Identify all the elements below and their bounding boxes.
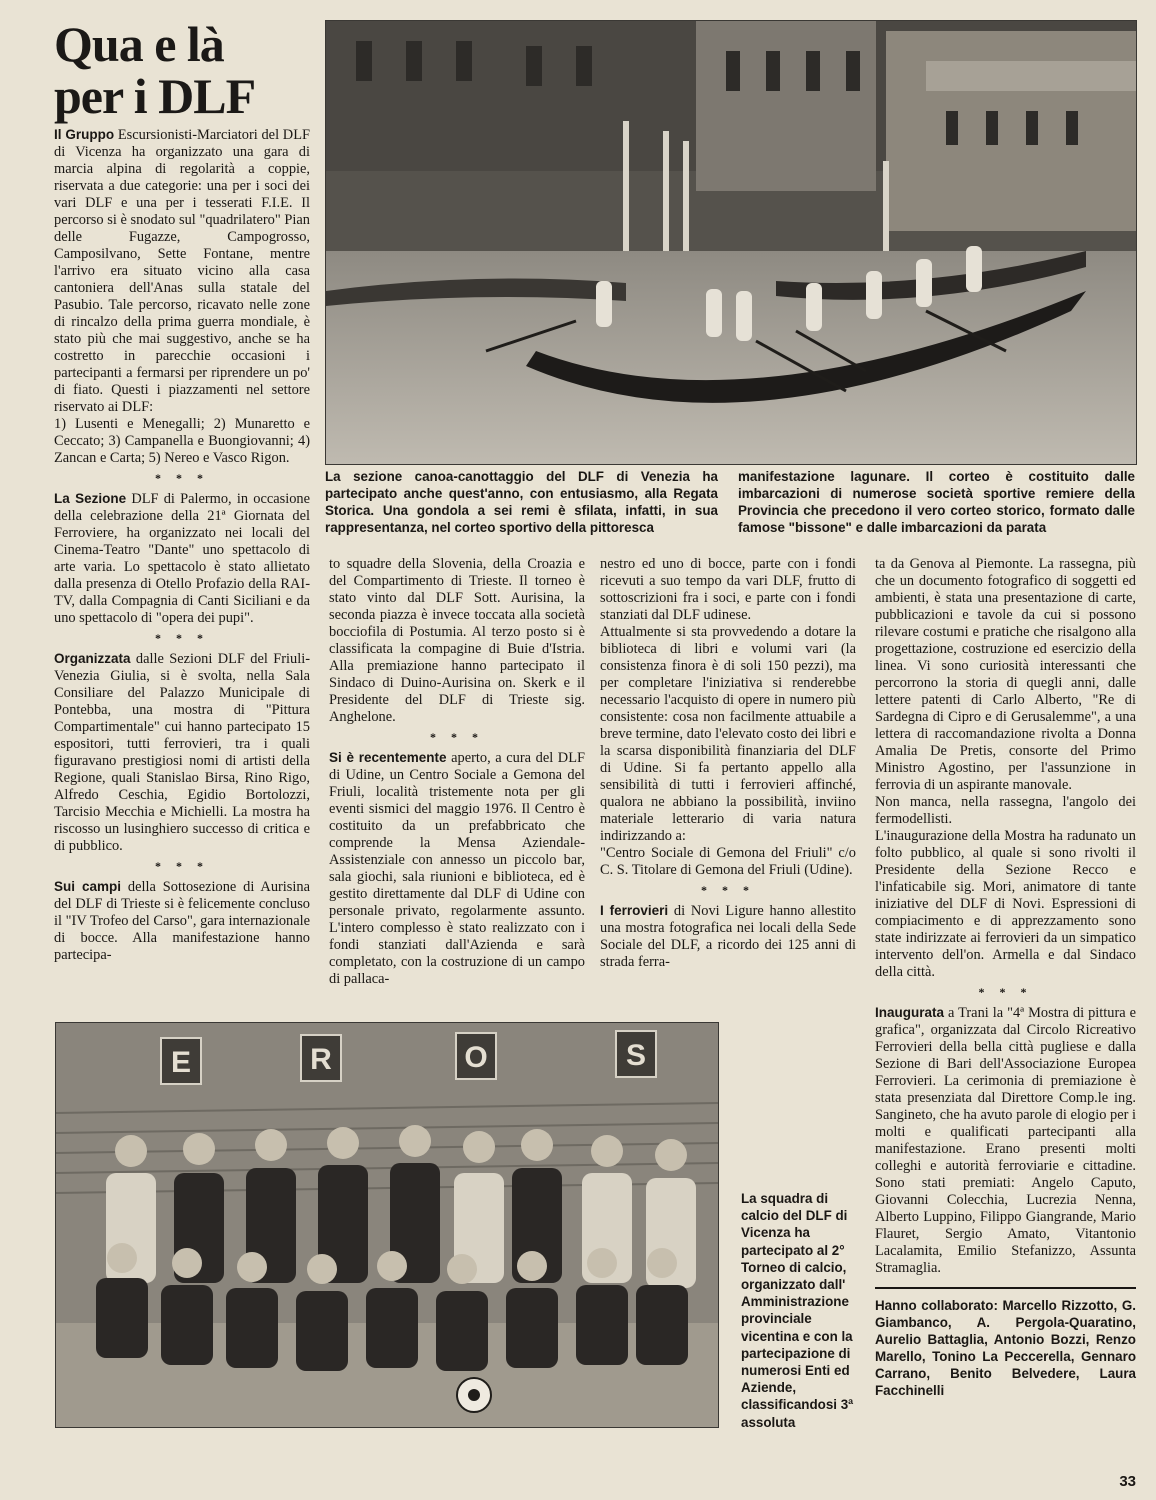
article-marcia-alpina: Il Gruppo Escursionisti-Marciatori del DLF di Vicenza ha organizzato una gara di marcia alpina di regolarità a coppie, riservata a due categorie: una per i soci dei vari DLF e una per i tesserati F.I.E. Il percorso si è snodato sul "quadrilatero" Pian delle Fugazze, Campogrosso, Camposilvano, Sette Fontane, mentre l'arrivo era situato vicino alla casa cantoniera dell'Anas sulla statale del Pasubio. Tale percorso, ricavato nelle zone di rincalzo della prima guerra mondiale, è stato più che mai suggestivo, anche se ha costretto in parecchie occasioni i partecipanti a fermarsi per riprendere un po' di fiato. Questi i piazzamenti nel settore riservato ai DLF: [54, 127, 310, 415]
page-number: 33 [1119, 1473, 1136, 1490]
article-pontebba: Organizzata dalle Sezioni DLF del Friuli-Venezia Giulia, si è svolta, nella Sala Consiliare del Palazzo Municipale di Pontebba, una mostra di "Pittura Compartimentale" cui hanno partecipato 15 espositori, tutti ferrovieri, tra i quali figuravano prestigiosi nomi di artisti della Regione, quali Stanislao Birsa, Rino Rigo, Alfredo Ceschia, Egidio Bortolozzi, Tarcisio Mecchia e Michielli. La mostra ha riscosso un lusinghiero successo di critica e di pubblico. [54, 651, 310, 854]
football-team-photo [55, 1022, 719, 1428]
column-2 [329, 556, 585, 988]
article-gemona-cont: nestro ed uno di bocce, parte con i fondi ricevuti a suo tempo da vari DLF, frutto di sottoscrizioni fra i soci, e parte con i fondi stanziati dal DLF udinese. [600, 556, 856, 623]
article-gemona-address: "Centro Sociale di Gemona del Friuli" c/o C. S. Titolare di Gemona del Friuli (Udine). [600, 845, 856, 878]
stadium-letter: E [170, 1046, 192, 1079]
column-3 [600, 556, 856, 971]
title-line-1: Qua e là [54, 16, 224, 72]
column-4 [875, 556, 1136, 1399]
article-palermo: La Sezione DLF di Palermo, in occasione della celebrazione della 21ª Giornata del Ferroviere, ha organizzato nei locali del Cinema-Teatro "Dante" uno spettacolo di arte varia. Lo spettacolo è stato allietato dalla presenza di Otello Profazio della RAI-TV, dalla Compagnia di Canti Siciliani e da uno spettacolo di "opera dei pupi". [54, 491, 310, 626]
article-novi-inauguration: L'inaugurazione della Mostra ha radunato un folto pubblico, al quale si sono rivolti il Presidente della Sezione Recco e l'infaticabile sig. Mori, animatore di tante iniziative del DLF di Novi. Espressioni di compiacimento e di apprezzamento sono state indirizzate ai ferrovieri da un simpatico intervento dell'on. Armella e dal Sindaco della città. [875, 828, 1136, 980]
venice-caption-left: La sezione canoa-canottaggio del DLF di Venezia ha partecipato anche quest'anno, con entusiasmo, alla Regata Storica. Una gondola a sei remi è sfilata, infatti, in sua rappresentanza, nel corteo sportivo della pittoresca [325, 469, 718, 535]
separator: * * * [978, 985, 1033, 999]
article-trani: Inaugurata a Trani la "4ª Mostra di pittura e grafica", organizzata dal Circolo Ricreativo Ferrovieri della bella città pugliese e dalla Sezione di Bari dell'Associazione Europea Ferrovieri. La cerimonia di premiazione è stata presenziata dal Direttore Comp.le ing. Sangineto, che ha avuto parole di elogio per i molti e qualificati partecipanti alla manifestazione. Erano presenti molti colleghi e autorità ferroviarie e cittadine. Sono stati premiati: Angelo Caputo, Giovanni Colecchia, Lucrezia Nenna, Alberto Luppino, Filippo Giangrande, Mario Flauret, Sergio Amato, Vitantonio Lacalamita, Emilio Stefanizzo, Assunta Stramaglia. [875, 1005, 1136, 1276]
venice-regatta-photo [325, 20, 1137, 465]
article-novi-ligure: I ferrovieri di Novi Ligure hanno allestito una mostra fotografica nei locali della Sede Sociale del DLF, a ricordo dei 125 anni di strada ferra- [600, 903, 856, 970]
stadium-letter: O [464, 1041, 488, 1074]
separator: * * * [701, 883, 755, 897]
column-1 [54, 126, 310, 964]
separator: * * * [155, 859, 209, 873]
separator: * * * [430, 730, 484, 744]
article-marcia-results: 1) Lusenti e Menegalli; 2) Munaretto e Ceccato; 3) Campanella e Buongiovanni; 4) Zancan e Carta; 5) Nereo e Vasco Rigon. [54, 416, 310, 466]
article-novi-ligure-cont: ta da Genova al Piemonte. La rassegna, più che un documento fotografico di soggetti ed ambienti, è stata una presentazione di carte, pubblicazioni e tavole da cui si possono rilevare costumi e pratiche che risalgono alla progettazione, costruzione ed esercizio della linea. Vi sono curiosità interessanti che percorrono la storia di quegli anni, dalle lettere patenti di Carlo Alberto, "Re di Sardegna di Cipro e di Gerusalemme", a una lettera di raccomandazione rivolta a Donna Amalia De Pretis, consorte del Primo Ministro Agostino, per l'assunzione in ferrovia di un aspirante manovale. [875, 556, 1136, 793]
venice-caption-right: manifestazione lagunare. Il corteo è costituito dalle imbarcazioni di numerose società sportive remiere della Provincia che precedono il vero corteo storico, formato dalle famose "bissone" e dalle imbarcazioni da parata [738, 469, 1135, 535]
team-caption: La squadra di calcio del DLF di Vicenza ha partecipato al 2° Torneo di calcio, organizzato dall' Amministrazione provinciale vicentina e con la partecipazione di numerosi Enti ed Aziende, classificandosi 3ª assoluta [741, 1191, 854, 1430]
article-gemona-library: Attualmente si sta provvedendo a dotare la biblioteca di libri e volumi vari (la consistenza finora è di soli 150 pezzi), ma per completare l'iniziativa si renderebbe necessario l'acquisto di opere in numero più consistente: cosa non facilmente attuabile a breve termine, dato l'elevato costo dei libri e la scarsa disponibilità finanziaria del DLF di Udine. Si fa pertanto appello alla sensibilità di tutti i ferrovieri affinché, qualora ne abbiano la possibilità, inviino materiale letterario di varia natura indirizzando a: [600, 624, 856, 844]
separator: * * * [155, 631, 209, 645]
credits: Hanno collaborato: Marcello Rizzotto, G. Giambanco, A. Pergola-Quaratino, Aurelio Battaglia, Antonio Bozzi, Renzo Marello, Tonino La Peccerella, Gennaro Carrano, Benito Belvedere, Laura Facchinelli [875, 1298, 1136, 1398]
credits-divider [875, 1287, 1136, 1289]
stadium-letter: S [625, 1039, 647, 1072]
title-line-2: per i DLF [54, 68, 256, 124]
separator: * * * [155, 471, 209, 485]
article-aurisina-cont: to squadre della Slovenia, della Croazia e del Compartimento di Trieste. Il torneo è stato vinto dal DLF Sott. Aurisina, la seconda piazza è invece toccata alla società bocciofila di Postumia. Al terzo posto si è classificata la compagine di Buie d'Istria. Alla premiazione hanno partecipato il Sindaco di Duino-Aurisina on. Skerk e il Presidente del DLF di Trieste sig. Anghelone. [329, 556, 585, 725]
stadium-letter: R [310, 1043, 332, 1076]
article-gemona: Si è recentemente aperto, a cura del DLF di Udine, un Centro Sociale a Gemona del Friuli, località tristemente nota per gli eventi sismici del maggio 1976. Il Centro è costituito da un prefabbricato che comprende la Mensa Aziendale-Assistenziale con annesso un piccolo bar, sala giochi, sala riunioni e biblioteca, ed è gestito direttamente dal DLF di Udine con personale privato, regolarmente assunto. L'intero complesso è stato realizzato con i fondi stanziati dall'Azienda e sarà completato, con la costruzione di un campo di pallaca- [329, 750, 585, 987]
page-title [54, 18, 314, 122]
article-novi-modellisti: Non manca, nella rassegna, l'angolo dei fermodellisti. [875, 794, 1136, 827]
article-aurisina: Sui campi della Sottosezione di Aurisina del DLF di Trieste si è felicemente concluso il "IV Trofeo del Carso", gara internazionale di bocce. Alla manifestazione hanno partecipa- [54, 879, 310, 963]
